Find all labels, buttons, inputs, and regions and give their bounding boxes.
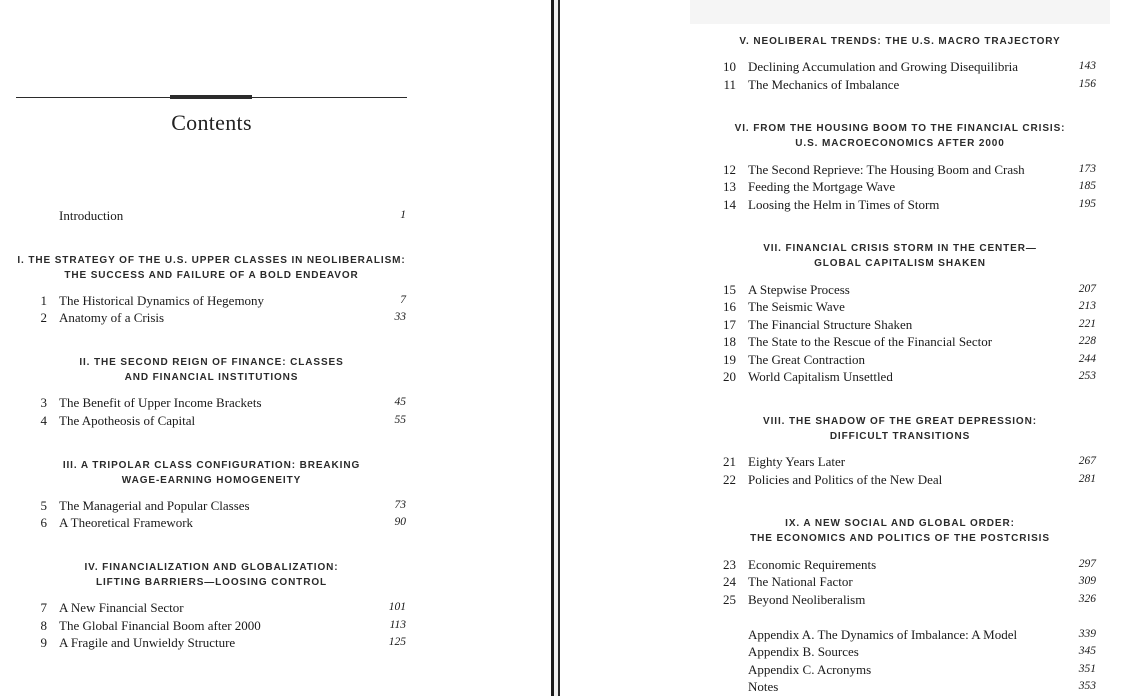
part-heading-line: IV. FINANCIALIZATION AND GLOBALIZATION:: [84, 562, 339, 573]
toc-entry-chapter-20[interactable]: [560, 368, 1100, 386]
toc-entry-chapter-2[interactable]: [0, 309, 407, 327]
toc-entry-title: Eighty Years Later: [748, 454, 846, 469]
toc-entry-title: World Capitalism Unsettled: [748, 369, 893, 384]
toc-entry-chapter-6[interactable]: [0, 514, 407, 532]
toc-entry-chapter-25[interactable]: [560, 591, 1100, 609]
toc-entry-title: Appendix A. The Dynamics of Imbalance: A Model: [748, 627, 1018, 642]
toc-entry-title: A New Financial Sector: [59, 600, 184, 615]
toc-entry-title: The Second Reprieve: The Housing Boom and Crash: [748, 162, 1025, 177]
toc-entry-appendix-a[interactable]: [560, 626, 1100, 644]
chapter-number: 4: [40, 413, 47, 428]
toc-entry-page: 244: [1078, 353, 1096, 365]
toc-entry-chapter-7[interactable]: [0, 599, 407, 617]
part-heading-4: [16, 560, 407, 590]
part-heading-line: VI. FROM THE HOUSING BOOM TO THE FINANCIAL CRISIS:: [734, 123, 1066, 134]
part-heading-line: I. THE STRATEGY OF THE U.S. UPPER CLASSES IN NEOLIBERALISM:: [17, 255, 406, 266]
part-heading-line: II. THE SECOND REIGN OF FINANCE: CLASSES: [79, 357, 344, 368]
chapter-number: 24: [723, 574, 736, 589]
toc-entry-title: A Fragile and Unwieldy Structure: [59, 635, 236, 650]
part-heading-line: VIII. THE SHADOW OF THE GREAT DEPRESSION:: [763, 416, 1037, 427]
toc-entry-title: The Historical Dynamics of Hegemony: [59, 293, 265, 308]
toc-entry-chapter-5[interactable]: [0, 497, 407, 515]
toc-entry-page: 143: [1078, 60, 1096, 72]
part-heading-line: WAGE-EARNING HOMOGENEITY: [121, 475, 302, 486]
toc-entry-introduction[interactable]: [0, 207, 407, 225]
chapter-number: 12: [723, 162, 736, 177]
toc-entry-chapter-22[interactable]: [560, 471, 1100, 489]
toc-entry-page: 185: [1078, 180, 1096, 192]
part-heading-line: THE SUCCESS AND FAILURE OF A BOLD ENDEAVOR: [64, 270, 359, 281]
toc-entry-title: A Theoretical Framework: [59, 515, 194, 530]
toc-entry-title: The Managerial and Popular Classes: [59, 498, 250, 513]
toc-entry-page: 156: [1078, 78, 1096, 90]
toc-entry-title: Economic Requirements: [748, 557, 877, 572]
part-heading-line: IX. A NEW SOCIAL AND GLOBAL ORDER:: [785, 518, 1015, 529]
toc-entry-page: 228: [1078, 335, 1096, 347]
toc-entry-chapter-3[interactable]: [0, 394, 407, 412]
toc-entry-page: 326: [1078, 593, 1096, 605]
chapter-number: 23: [723, 557, 736, 572]
chapter-number: 3: [40, 395, 47, 410]
toc-entry-chapter-21[interactable]: [560, 453, 1100, 471]
toc-entry-page: 33: [394, 311, 406, 323]
chapter-number: 7: [40, 600, 47, 615]
part-heading-line: III. A TRIPOLAR CLASS CONFIGURATION: BREAKING: [62, 460, 361, 471]
toc-entry-page: 195: [1078, 198, 1096, 210]
part-heading-line: GLOBAL CAPITALISM SHAKEN: [814, 258, 986, 269]
toc-entry-page: 1: [400, 209, 406, 221]
chapter-number: 16: [723, 299, 736, 314]
part-heading-line: U.S. MACROECONOMICS AFTER 2000: [795, 138, 1005, 149]
toc-entry-chapter-16[interactable]: [560, 298, 1100, 316]
toc-entry-page: 221: [1078, 318, 1096, 330]
part-heading-line: THE ECONOMICS AND POLITICS OF THE POSTCRISIS: [750, 533, 1050, 544]
toc-entry-page: 125: [388, 636, 406, 648]
toc-entry-title: The Benefit of Upper Income Brackets: [59, 395, 262, 410]
toc-entry-title: The Mechanics of Imbalance: [748, 77, 900, 92]
chapter-number: 20: [723, 369, 736, 384]
chapter-number: 6: [40, 515, 47, 530]
toc-entry-page: 101: [388, 601, 406, 613]
toc-entry-page: 7: [400, 294, 406, 306]
toc-entry-title: Appendix B. Sources: [748, 644, 859, 659]
toc-entry-chapter-18[interactable]: [560, 333, 1100, 351]
part-heading-line: DIFFICULT TRANSITIONS: [829, 431, 971, 442]
toc-entry-chapter-10[interactable]: [560, 58, 1100, 76]
chapter-number: 9: [40, 635, 47, 650]
right-page: [560, 0, 1147, 696]
part-heading-1: [16, 253, 407, 283]
toc-entry-title: Beyond Neoliberalism: [748, 592, 866, 607]
toc-entry-chapter-9[interactable]: [0, 634, 407, 652]
toc-entry-page: 281: [1078, 473, 1096, 485]
part-heading-7: [700, 241, 1100, 271]
toc-entry-title: Loosing the Helm in Times of Storm: [748, 197, 940, 212]
chapter-number: 14: [723, 197, 736, 212]
toc-entry-title: The Seismic Wave: [748, 299, 845, 314]
toc-entry-title: The Global Financial Boom after 2000: [59, 618, 261, 633]
toc-entry-page: 309: [1078, 575, 1096, 587]
chapter-number: 18: [723, 334, 736, 349]
toc-entry-page: 45: [394, 396, 406, 408]
toc-entry-page: 207: [1078, 283, 1096, 295]
toc-entry-page: 173: [1078, 163, 1096, 175]
chapter-number: 25: [723, 592, 736, 607]
chapter-number: 11: [723, 77, 736, 92]
toc-entry-chapter-17[interactable]: [560, 316, 1100, 334]
toc-entry-chapter-24[interactable]: [560, 573, 1100, 591]
chapter-number: 8: [40, 618, 47, 633]
toc-entry-chapter-23[interactable]: [560, 556, 1100, 574]
toc-entry-page: 90: [394, 516, 406, 528]
chapter-number: 15: [723, 282, 736, 297]
toc-entry-page: 297: [1078, 558, 1096, 570]
chapter-number: 21: [723, 454, 736, 469]
toc-entry-title: The National Factor: [748, 574, 853, 589]
toc-entry-page: 213: [1078, 300, 1096, 312]
toc-entry-chapter-15[interactable]: [560, 281, 1100, 299]
chapter-number: 19: [723, 352, 736, 367]
chapter-number: 1: [40, 293, 47, 308]
toc-entry-page: 73: [394, 499, 406, 511]
toc-entry-page: 55: [394, 414, 406, 426]
part-heading-5: [700, 34, 1100, 49]
toc-entry-chapter-11[interactable]: [560, 76, 1100, 94]
part-heading-line: VII. FINANCIAL CRISIS STORM IN THE CENTER—: [763, 243, 1037, 254]
toc-entry-appendix-c[interactable]: [560, 661, 1100, 679]
part-heading-line: AND FINANCIAL INSTITUTIONS: [124, 372, 299, 383]
toc-entry-chapter-14[interactable]: [560, 196, 1100, 214]
toc-entry-title: Introduction: [59, 208, 124, 223]
toc-entry-appendix-b[interactable]: [560, 643, 1100, 661]
toc-entry-page: 339: [1078, 628, 1096, 640]
toc-entry-title: The State to the Rescue of the Financial Sector: [748, 334, 993, 349]
toc-entry-title: Notes: [748, 679, 779, 694]
toc-entry-page: 267: [1078, 455, 1096, 467]
chapter-number: 17: [723, 317, 736, 332]
heading-rule-accent: [170, 95, 252, 99]
toc-entry-page: 113: [389, 619, 406, 631]
toc-entry-title: A Stepwise Process: [748, 282, 850, 297]
contents-heading: Contents: [171, 110, 252, 135]
toc-entry-title: Feeding the Mortgage Wave: [748, 179, 896, 194]
part-heading-6: [700, 121, 1100, 151]
part-heading-line: V. NEOLIBERAL TRENDS: THE U.S. MACRO TRAJECTORY: [739, 36, 1061, 47]
toc-entry-title: Policies and Politics of the New Deal: [748, 472, 943, 487]
left-page: [0, 0, 551, 696]
chapter-number: 2: [40, 310, 47, 325]
toc-entry-page: 353: [1078, 680, 1096, 692]
toc-entry-page: 253: [1078, 370, 1096, 382]
toc-entry-page: 345: [1078, 645, 1096, 657]
toc-entry-notes[interactable]: [560, 678, 1100, 696]
part-heading-8: [700, 414, 1100, 444]
scan-artifact: [690, 0, 1110, 24]
toc-entry-title: Declining Accumulation and Growing Disequilibria: [748, 59, 1019, 74]
toc-entry-chapter-19[interactable]: [560, 351, 1100, 369]
toc-entry-chapter-4[interactable]: [0, 412, 407, 430]
toc-entry-chapter-1[interactable]: [0, 292, 407, 310]
part-heading-9: [700, 516, 1100, 546]
chapter-number: 22: [723, 472, 736, 487]
part-heading-line: LIFTING BARRIERS—LOOSING CONTROL: [95, 577, 328, 588]
chapter-number: 13: [723, 179, 736, 194]
toc-entry-title: The Apotheosis of Capital: [59, 413, 196, 428]
chapter-number: 5: [40, 498, 47, 513]
toc-entry-title: Anatomy of a Crisis: [59, 310, 165, 325]
toc-entry-page: 351: [1078, 663, 1096, 675]
part-heading-2: [16, 355, 407, 385]
toc-entry-chapter-13[interactable]: [560, 178, 1100, 196]
toc-entry-chapter-8[interactable]: [0, 617, 407, 635]
chapter-number: 10: [723, 59, 736, 74]
toc-entry-chapter-12[interactable]: [560, 161, 1100, 179]
toc-entry-title: The Great Contraction: [748, 352, 865, 367]
part-heading-3: [16, 458, 407, 488]
toc-entry-title: Appendix C. Acronyms: [748, 662, 872, 677]
toc-entry-title: The Financial Structure Shaken: [748, 317, 913, 332]
